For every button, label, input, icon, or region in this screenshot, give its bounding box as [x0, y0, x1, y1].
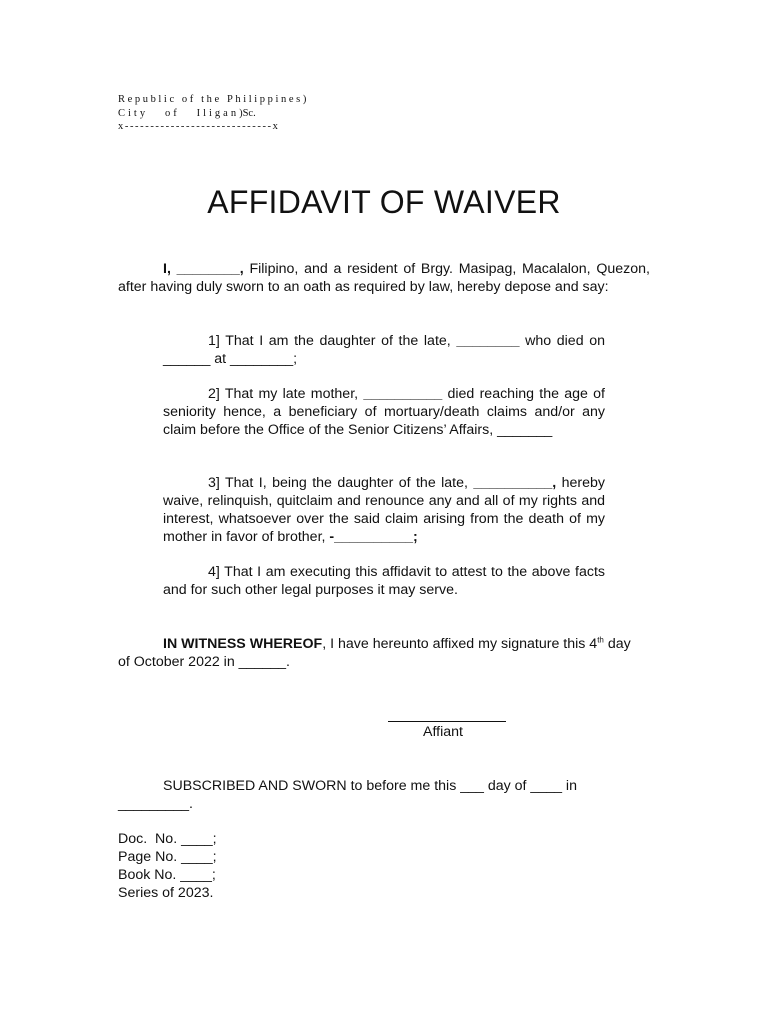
item-4-text: 4] That I am executing this affidavit to attest to the above facts and for such other legal purposes it may serve.	[163, 564, 605, 598]
item-3-blank: __________,	[473, 475, 557, 491]
document-title: AFFIDAVIT OF WAIVER	[207, 184, 561, 220]
item-1-text-b: who died on ______ at ________;	[163, 333, 605, 367]
witness-text-2: day of October 2022 in ______.	[118, 636, 631, 670]
header-city-suffix: )Sc.	[239, 108, 256, 119]
item-2	[163, 385, 605, 439]
notary-book-no: Book No. ____;	[118, 867, 216, 883]
item-3-text-a: 3] That I, being the daughter of the late,	[208, 475, 474, 491]
notary-page-no: Page No. ____;	[118, 849, 217, 865]
notary-doc-no: Doc. No. ____;	[118, 831, 217, 847]
item-2-text-b: died reaching the age of seniority hence, a beneficiary of mortuary/death claims and/or any claim before the Office of the Senior Citizens’ Affairs, _______	[163, 386, 605, 438]
intro-text: Filipino, and a resident of Brgy. Masipag, Macalalon, Quezon, after having duly sworn to an oath as required by law, hereby depose and say:	[118, 261, 651, 295]
item-3	[163, 474, 605, 546]
header-city-name: City of Iligan	[118, 108, 240, 119]
item-2-text-a: 2] That my late mother,	[208, 386, 364, 402]
header-republic: Republic of the Philippines)	[118, 94, 309, 105]
intro-paragraph	[118, 260, 650, 296]
notary-series: Series of 2023.	[118, 885, 214, 901]
item-1-text-a: 1] That I am the daughter of the late,	[208, 333, 457, 349]
affiant-label: Affiant	[423, 724, 463, 740]
item-2-blank: __________	[363, 386, 443, 402]
subscribed-text: SUBSCRIBED AND SWORN to before me this ___ day of ____ in _________.	[118, 778, 577, 812]
item-3-blank-2: -__________;	[329, 529, 418, 545]
subscribed-paragraph	[118, 777, 606, 813]
witness-text: , I have hereunto affixed my signature this 4	[322, 636, 598, 652]
signature-line	[388, 721, 506, 722]
affiant-name-blank: I, ________,	[163, 261, 244, 277]
witness-heading: IN WITNESS WHEREOF	[163, 636, 323, 652]
witness-ordinal: th	[597, 635, 604, 645]
header-separator: x-----------------------------x	[118, 121, 280, 132]
item-1	[163, 332, 605, 368]
item-3-text-b: hereby waive, relinquish, quitclaim and renounce any and all of my rights and interest, whatsoever over the said claim arising from the death of my mother in favor of brother,	[163, 475, 606, 545]
item-4	[163, 563, 605, 599]
header-city	[118, 107, 256, 121]
item-1-blank: ________	[456, 333, 520, 349]
witness-paragraph	[118, 635, 638, 671]
